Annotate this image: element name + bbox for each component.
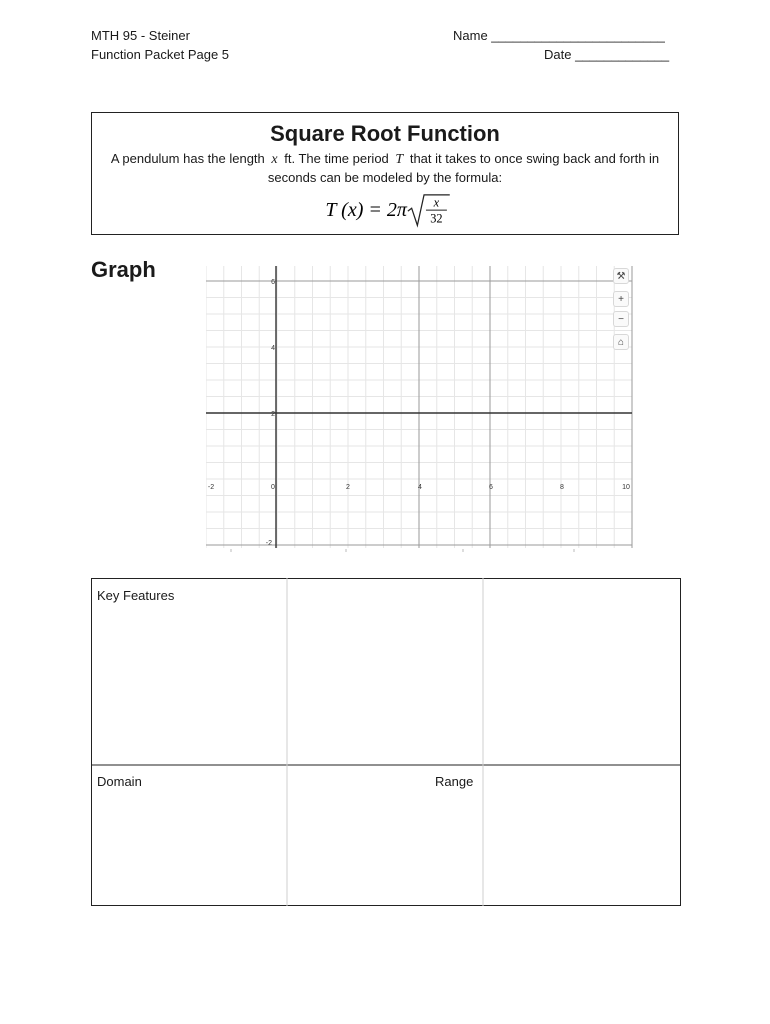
pendulum-formula bbox=[92, 193, 678, 233]
formula-numerator: x bbox=[433, 195, 440, 210]
problem-title: Square Root Function bbox=[270, 121, 500, 146]
date-field: Date _____________ bbox=[544, 47, 670, 62]
formula-lhs: T (x) = 2π bbox=[325, 198, 407, 221]
coordinate-grid[interactable] bbox=[206, 266, 634, 552]
x-tick-4: 4 bbox=[418, 484, 422, 491]
x-tick--2: -2 bbox=[207, 484, 215, 491]
description-part-2: ft. The time period bbox=[284, 151, 389, 166]
x-tick-8: 8 bbox=[560, 484, 564, 491]
y-tick-2: 2 bbox=[271, 411, 275, 418]
formula-denominator: 32 bbox=[430, 211, 443, 226]
variable-x: x bbox=[271, 152, 278, 167]
y-tick--2: -2 bbox=[265, 540, 272, 547]
description-part-1: A pendulum has the length bbox=[110, 151, 265, 166]
variable-t: T bbox=[395, 152, 404, 167]
zoom-out-icon[interactable]: − bbox=[613, 311, 629, 327]
zoom-in-icon[interactable]: + bbox=[613, 291, 629, 307]
key-features-label: Key Features bbox=[97, 588, 175, 603]
x-tick-6: 6 bbox=[489, 484, 493, 491]
answer-table bbox=[91, 578, 681, 906]
home-icon[interactable]: ⌂ bbox=[613, 334, 629, 350]
y-tick-6: 6 bbox=[271, 279, 275, 286]
wrench-icon[interactable]: ⚒ bbox=[613, 268, 629, 284]
y-tick-4: 4 bbox=[271, 345, 275, 352]
name-field: Name ________________________ bbox=[453, 28, 665, 43]
range-label: Range bbox=[435, 774, 474, 789]
graph-heading: Graph bbox=[91, 257, 156, 282]
problem-description bbox=[98, 150, 672, 187]
x-tick-2: 2 bbox=[346, 484, 350, 491]
x-tick-0: 0 bbox=[271, 484, 275, 491]
domain-label: Domain bbox=[97, 774, 142, 789]
packet-page-label: Function Packet Page 5 bbox=[91, 47, 230, 62]
x-tick-10: 10 bbox=[622, 484, 630, 491]
course-label: MTH 95 - Steiner bbox=[91, 28, 190, 43]
problem-box bbox=[91, 112, 679, 235]
description-part-3: that it takes to once swing back and forth in seconds can be modeled by the formula: bbox=[267, 151, 660, 185]
